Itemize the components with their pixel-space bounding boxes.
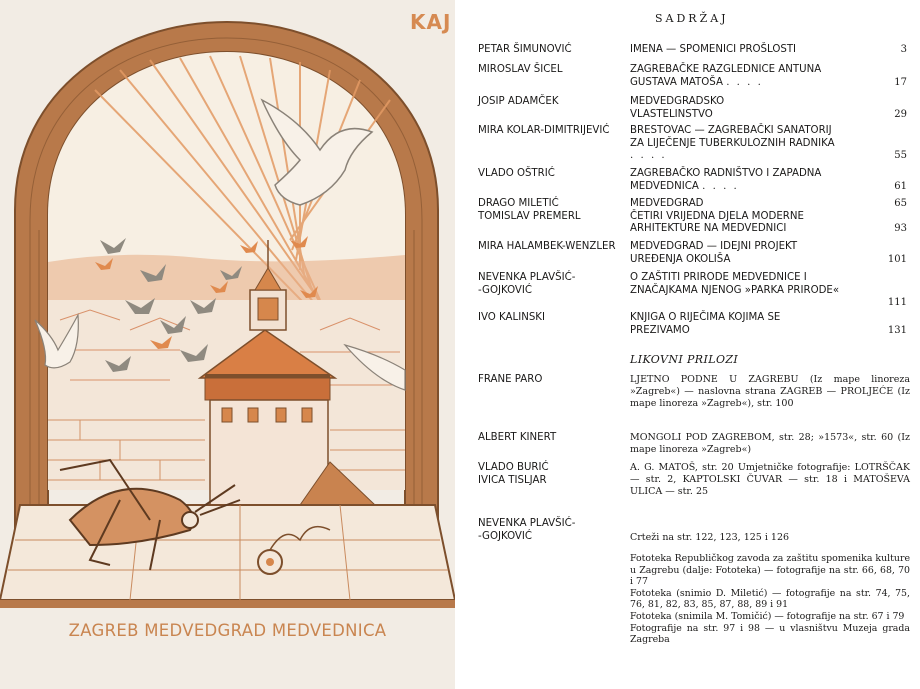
toc-page-number: 17 [894,76,907,88]
toc-author: MIRA KOLAR-DIMITRIJEVIĆ [478,125,610,136]
toc-title: MEDVEDGRAD — IDEJNI PROJEKT UREĐENJA OKOLIŠA [630,241,798,265]
toc-page-number: 101 [887,253,907,265]
toc-author: DRAGO MILETIĆ [478,198,559,209]
toc-page-number: 111 [887,297,907,308]
toc-author: VLADO OŠTRIĆ [478,168,555,179]
credit-line: Fototeka (snimio D. Miletić) — fotografije na str. 74, 75, 76, 81, 82, 83, 85, 87, 88, 89 i 91 [630,587,910,611]
toc-author: JOSIP ADAMČEK [478,96,559,107]
toc-page-number: 3 [900,44,907,55]
art-author: FRANE PARO [478,374,543,385]
toc-title: BRESTOVAC — ZAGREBAČKI SANATORIJ ZA LIJEČENJE TUBERKULOZNIH RADNIKA . . . . [630,125,835,161]
toc-author: IVO KALINSKI [478,312,545,323]
toc-author: NEVENKA PLAVŠIĆ- -GOJKOVIĆ [478,272,576,296]
toc-page-number: 29 [894,108,907,120]
art-description: MONGOLI POD ZAGREBOM, str. 28; »1573«, str. 60 (Iz mape linoreza »Zagreb«) [630,432,910,456]
toc-title: O ZAŠTITI PRIRODE MEDVEDNICE I ZNAČAJKAMA NJENOG »PARKA PRIRODE« [630,272,840,296]
credit-line: Fotografije na str. 97 i 98 — u vlasništvu Muzeja grada Zagreba [630,622,910,646]
toc-title: MEDVEDGRADSKO VLASTELINSTVO [630,96,725,120]
toc-page-number: 55 [894,150,907,161]
toc-page-number: 65 [894,198,907,209]
toc-title: ZAGREBAČKO RADNIŠTVO I ZAPADNA MEDVEDNICA . . . . [630,168,822,192]
art-description: A. G. MATOŠ, str. 20 Umjetničke fotografije: LOTRŠČAK — str. 2, KAPTOLSKI ČUVAR — str. 18 i MATOŠEVA ULICA — str. 25 [630,462,910,498]
toc-title: MEDVEDGRAD [630,198,704,209]
table-of-contents-page [455,0,920,689]
toc-author: PETAR ŠIMUNOVIĆ [478,44,572,55]
toc-page-number: 93 [894,223,907,234]
window-sill [0,505,455,600]
toc-title: ZAGREBAČKE RAZGLEDNICE ANTUNA GUSTAVA MATOŠA . . . . [630,64,822,88]
toc-title: KNJIGA O RIJEČIMA KOJIMA SE PREZIVAMO [630,312,781,336]
book-cover [0,0,455,689]
toc-page-number: 131 [887,324,907,336]
section-heading: LIKOVNI PRILOZI [630,353,739,366]
toc-title: IMENA — SPOMENICI PROŠLOSTI [630,44,797,55]
credit-line: Fototeka Republičkog zavoda za zaštitu spomenika kulture u Zagrebu (dalje: Fototeka) — fotografije na str. 66, 68, 70 i 77 [630,553,910,588]
photo-credits [630,553,910,646]
cover-corner-text: KAJ [410,10,452,34]
art-author: VLADO BURIĆ IVICA TISLJAR [478,462,549,486]
toc-author: TOMISLAV PREMERL [478,210,581,222]
toc-author: MIRA HALAMBEK-WENZLER [478,241,616,252]
art-description: Crteži na str. 122, 123, 125 i 126 [630,532,790,543]
toc-page-number: 61 [894,180,907,192]
art-author: ALBERT KINERT [478,432,557,443]
art-author: NEVENKA PLAVŠIĆ- -GOJKOVIĆ [478,518,576,542]
toc-heading: SADRŽAJ [655,12,729,25]
art-description: LJETNO PODNE U ZAGREBU (Iz mape linoreza »Zagreb«) — naslovna strana ZAGREB — PROLJEĆE (Iz mape linoreza »Zagreb«), str. 100 [630,374,910,410]
cover-linocut-illustration [0,0,455,689]
toc-author: MIROSLAV ŠICEL [478,64,563,75]
cover-title: ZAGREB MEDVEDGRAD MEDVEDNICA [68,621,387,640]
toc-title: ČETIRI VRIJEDNA DJELA MODERNE ARHITEKTURE NA MEDVEDNICI [630,210,804,234]
credit-line: Fototeka (snimila M. Tomičić) — fotografije na str. 67 i 79 [630,610,905,622]
